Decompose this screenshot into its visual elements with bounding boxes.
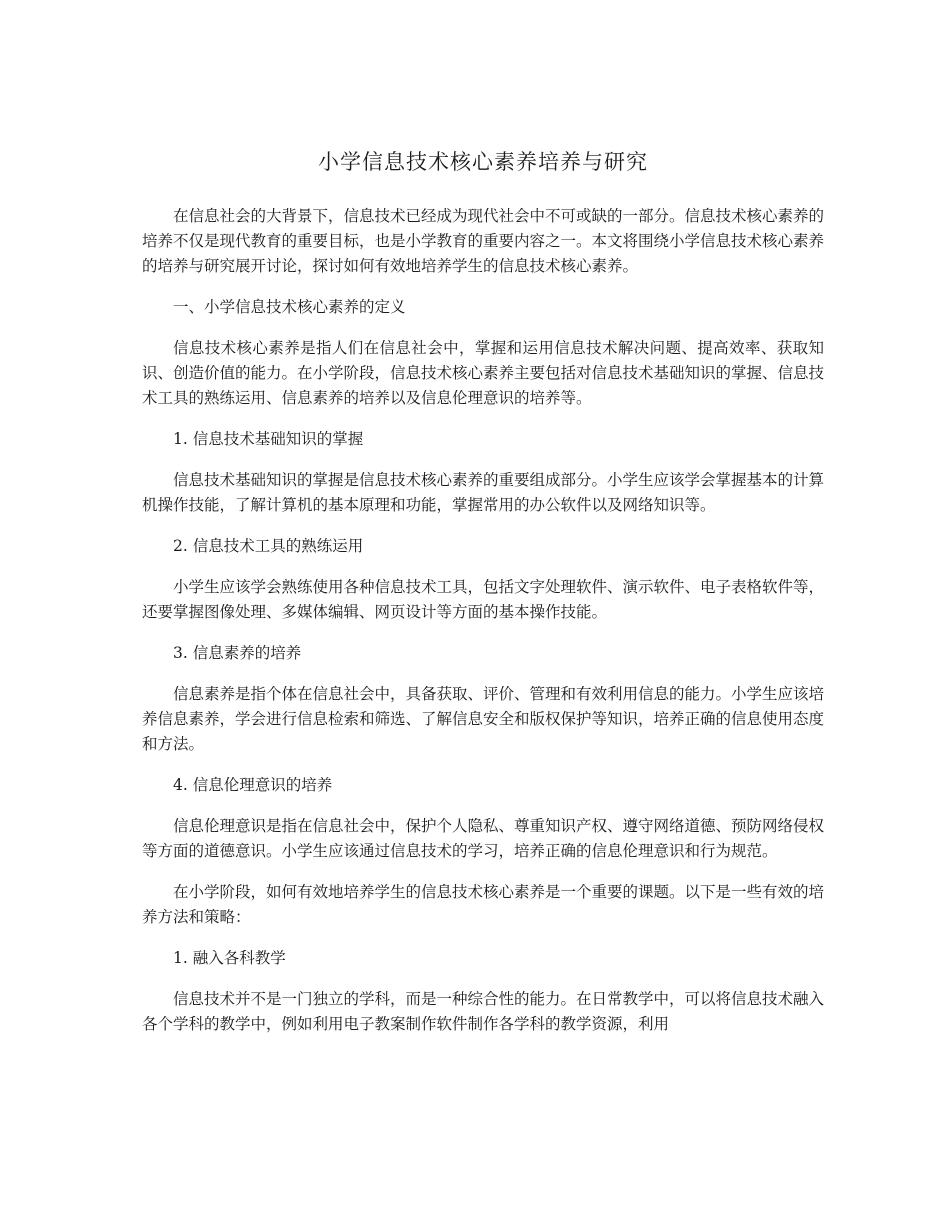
document-title: 小学信息技术核心素养培养与研究 — [318, 150, 648, 174]
basic-knowledge-paragraph: 信息技术基础知识的掌握是信息技术核心素养的重要组成部分。小学生应该学会掌握基本的计算机操作技能，了解计算机的基本原理和功能，掌握常用的办公软件以及网络知识等。 — [142, 471, 825, 514]
subheading-information-ethics: 4. 信息伦理意识的培养 — [173, 776, 333, 794]
subheading-integrate-subjects: 1. 融入各科教学 — [173, 949, 286, 967]
definition-paragraph: 信息技术核心素养是指人们在信息社会中，掌握和运用信息技术解决问题、提高效率、获取知识、创造价值的能力。在小学阶段，信息技术核心素养主要包括对信息技术基础知识的掌握、信息技术工具的熟练运用、信息素养的培养以及信息伦理意识的培养等。 — [142, 339, 825, 407]
intro-paragraph: 在信息社会的大背景下，信息技术已经成为现代社会中不可或缺的一部分。信息技术核心素养的培养不仅是现代教育的重要目标，也是小学教育的重要内容之一。本文将围绕小学信息技术核心素养的培养与研究展开讨论，探讨如何有效地培养学生的信息技术核心素养。 — [142, 207, 825, 275]
document-body — [142, 142, 824, 1053]
tool-usage-paragraph: 小学生应该学会熟练使用各种信息技术工具，包括文字处理软件、演示软件、电子表格软件等，还要掌握图像处理、多媒体编辑、网页设计等方面的基本操作技能。 — [142, 578, 825, 621]
section-heading-definition: 一、小学信息技术核心素养的定义 — [173, 298, 406, 316]
subheading-basic-knowledge: 1. 信息技术基础知识的掌握 — [173, 430, 364, 448]
integrate-subjects-paragraph: 信息技术并不是一门独立的学科，而是一种综合性的能力。在日常教学中，可以将信息技术融入各个学科的教学中，例如利用电子教案制作软件制作各学科的教学资源，利用 — [142, 990, 825, 1033]
information-literacy-paragraph: 信息素养是指个体在信息社会中，具备获取、评价、管理和有效利用信息的能力。小学生应该培养信息素养，学会进行信息检索和筛选、了解信息安全和版权保护等知识，培养正确的信息使用态度和方法。 — [142, 685, 825, 753]
methods-intro-paragraph: 在小学阶段，如何有效地培养学生的信息技术核心素养是一个重要的课题。以下是一些有效的培养方法和策略： — [142, 883, 825, 926]
information-ethics-paragraph: 信息伦理意识是指在信息社会中，保护个人隐私、尊重知识产权、遵守网络道德、预防网络侵权等方面的道德意识。小学生应该通过信息技术的学习，培养正确的信息伦理意识和行为规范。 — [142, 817, 825, 860]
subheading-tool-usage: 2. 信息技术工具的熟练运用 — [173, 537, 364, 555]
subheading-information-literacy: 3. 信息素养的培养 — [173, 644, 302, 662]
